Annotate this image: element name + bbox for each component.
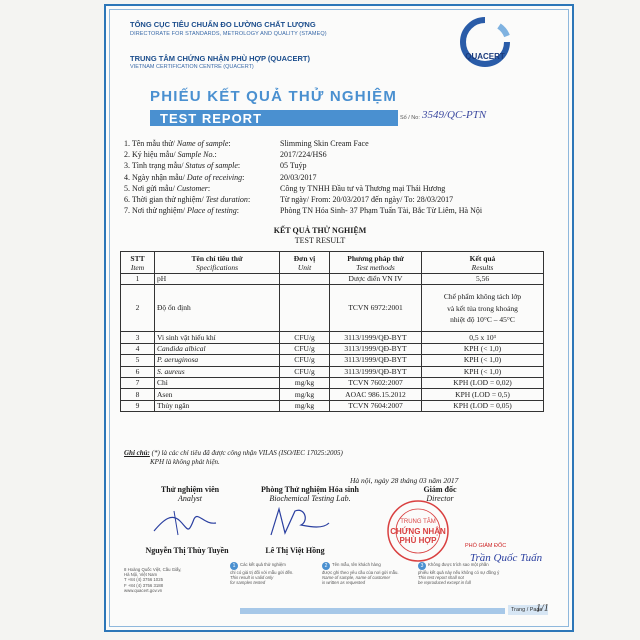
info-value: Slimming Skin Cream Face bbox=[280, 139, 369, 148]
lab-signature bbox=[265, 503, 335, 541]
spec-cell: pH bbox=[155, 274, 280, 285]
info-label: 6. Thời gian thử nghiệm/ Test duration: bbox=[124, 195, 251, 204]
info-value: Từ ngày/ From: 20/03/2017 đến ngày/ To: 28/03/2017 bbox=[280, 195, 454, 204]
info-label: 3. Tình trạng mẫu/ Status of sample: bbox=[124, 161, 241, 171]
method-cell: TCVN 7604:2007 bbox=[330, 400, 422, 411]
spec-cell: P. aeruginosa bbox=[155, 355, 280, 366]
results-body bbox=[121, 274, 544, 412]
centre-name-vn: TRUNG TÂM CHỨNG NHẬN PHÙ HỢP (QUACERT) bbox=[130, 54, 310, 63]
item-cell: 3 bbox=[121, 332, 155, 343]
spec-cell: Độ ổn định bbox=[155, 285, 280, 332]
result-cell: KPH (LOD = 0,02) bbox=[422, 377, 544, 388]
report-number-label: Số / No: bbox=[400, 115, 420, 121]
header-result: Kết quả Results bbox=[422, 252, 544, 274]
method-cell: Dược điển VN IV bbox=[330, 274, 422, 285]
stamp-line-2: CHỨNG NHẬN bbox=[390, 527, 446, 536]
info-value: 2017/224/HS6 bbox=[280, 150, 327, 160]
info-value: Phòng TN Hóa Sinh- 37 Phạm Tuấn Tài, Bắc Từ Liêm, Hà Nội bbox=[280, 206, 483, 216]
header-method: Phương pháp thử Test methods bbox=[330, 252, 422, 274]
unit-cell: CFU/g bbox=[280, 343, 330, 354]
title-vietnamese: PHIẾU KẾT QUẢ THỬ NGHIỆM bbox=[150, 88, 398, 105]
director-title: Giám đốc Director bbox=[423, 485, 457, 503]
unit-cell: CFU/g bbox=[280, 366, 330, 377]
centre-name-en: VIETNAM CERTIFICATION CENTRE (QUACERT) bbox=[130, 64, 254, 70]
table-row bbox=[121, 274, 544, 285]
unit-cell: mg/kg bbox=[280, 389, 330, 400]
table-row bbox=[121, 332, 544, 343]
spec-cell: Candida albical bbox=[155, 343, 280, 354]
result-cell: KPH (< 1,0) bbox=[422, 366, 544, 377]
header-spec: Tên chỉ tiêu thử Specifications bbox=[155, 252, 280, 274]
item-cell: 8 bbox=[121, 389, 155, 400]
footer-note-1: 1 Các kết quả thử nghiệm chỉ có giá trị đối với mẫu gửi đến. This result is valid only for samples tested bbox=[230, 562, 294, 586]
info-row bbox=[124, 195, 454, 205]
footer-note-number: 2 bbox=[322, 562, 330, 570]
unit-cell: CFU/g bbox=[280, 355, 330, 366]
info-row bbox=[124, 172, 317, 183]
table-row bbox=[121, 343, 544, 354]
method-cell: 3113/1999/QĐ-BYT bbox=[330, 332, 422, 343]
stamp-line-3: PHÙ HỢP bbox=[399, 536, 437, 545]
director-signature-name: Trần Quốc Tuấn bbox=[470, 552, 543, 564]
table-row bbox=[121, 366, 544, 377]
result-cell: 5,56 bbox=[422, 274, 544, 285]
unit-cell bbox=[280, 285, 330, 332]
result-cell: 0,5 x 10³ bbox=[422, 332, 544, 343]
info-label: 2. Ký hiệu mẫu/ Sample No.: bbox=[124, 150, 217, 160]
note-line-1: Ghi chú: (*) là các chỉ tiêu đã được công nhận VILAS (ISO/IEC 17025:2005) bbox=[124, 449, 343, 457]
page-label: Trang / Page bbox=[508, 605, 548, 615]
table-row bbox=[121, 400, 544, 411]
results-title-en: TEST RESULT bbox=[294, 236, 346, 245]
result-cell: KPH (LOD = 0,5) bbox=[422, 389, 544, 400]
note-line-2: KPH là không phát hiện. bbox=[150, 458, 220, 466]
analyst-name: Nguyễn Thị Thùy Tuyền bbox=[145, 546, 229, 555]
info-value: 05 Tuýp bbox=[280, 161, 307, 171]
info-label: 1. Tên mẫu thử/ Name of sample: bbox=[124, 139, 231, 148]
method-cell: TCVN 6972:2001 bbox=[330, 285, 422, 332]
table-row bbox=[121, 377, 544, 388]
org-name-en: DIRECTORATE FOR STANDARDS, METROLOGY AND QUALITY (STAMEQ) bbox=[130, 31, 327, 37]
lab-head-name: Lê Thị Việt Hồng bbox=[265, 546, 325, 555]
info-label: 7. Nơi thử nghiệm/ Place of testing: bbox=[124, 206, 240, 216]
footer-address bbox=[124, 567, 181, 593]
header-unit: Đơn vị Unit bbox=[280, 252, 330, 274]
unit-cell: CFU/g bbox=[280, 332, 330, 343]
item-cell: 9 bbox=[121, 400, 155, 411]
item-cell: 6 bbox=[121, 366, 155, 377]
unit-cell: mg/kg bbox=[280, 377, 330, 388]
item-cell: 7 bbox=[121, 377, 155, 388]
item-cell: 5 bbox=[121, 355, 155, 366]
info-value: 20/03/2017 bbox=[280, 172, 317, 182]
spec-cell: Chì bbox=[155, 377, 280, 388]
place-date: Hà nội, ngày 28 tháng 03 năm 2017 bbox=[350, 476, 459, 485]
header-item: STT Item bbox=[121, 252, 155, 274]
method-cell: TCVN 7602:2007 bbox=[330, 377, 422, 388]
stamp-line-1: TRUNG TÂM bbox=[400, 519, 436, 525]
results-table bbox=[120, 251, 544, 412]
footer-note-3: 3 Không được trích sao một phần phiếu kết quả này nếu không có sự đồng ý This test report shall not be reproduced except in full bbox=[418, 562, 500, 586]
item-cell: 1 bbox=[121, 274, 155, 285]
footer-note-number: 3 bbox=[418, 562, 426, 570]
analyst-title: Thử nghiệm viên Analyst bbox=[160, 485, 220, 503]
info-row bbox=[124, 183, 446, 194]
title-english: TEST REPORT bbox=[160, 111, 263, 126]
method-cell: AOAC 986.15.2012 bbox=[330, 389, 422, 400]
address-line: T +84 (4) 3756 1025 bbox=[124, 577, 163, 583]
address-line: 8 Hoàng Quốc Việt, Cầu Giấy, bbox=[124, 567, 182, 572]
result-cell: Chế phẩm không tách lớp và kết tủa trong khoảng nhiệt độ 10°C – 45°C bbox=[422, 285, 544, 332]
footer-note-2: 2 Tên mẫu, tên khách hàng được ghi theo yêu cầu của nơi gửi mẫu. Name of sample, name of customer is written as requested bbox=[322, 562, 399, 586]
info-label: 4. Ngày nhận mẫu/ Date of receiving: bbox=[124, 172, 245, 182]
item-cell: 4 bbox=[121, 343, 155, 354]
table-row bbox=[121, 285, 544, 332]
info-row bbox=[124, 139, 369, 149]
result-cell: KPH (< 1,0) bbox=[422, 343, 544, 354]
table-header-row bbox=[121, 252, 544, 274]
stamp-text bbox=[372, 518, 464, 545]
info-value: Công ty TNHH Đầu tư và Thương mại Thái Hương bbox=[280, 183, 446, 193]
spec-cell: S. aureus bbox=[155, 366, 280, 377]
method-cell: 3113/1999/QĐ-BYT bbox=[330, 355, 422, 366]
unit-cell bbox=[280, 274, 330, 285]
result-cell: KPH (LOD = 0,05) bbox=[422, 400, 544, 411]
info-label: 5. Nơi gửi mẫu/ Customer: bbox=[124, 183, 211, 193]
item-cell: 2 bbox=[121, 285, 155, 332]
lab-title: Phòng Thử nghiệm Hóa sinh Biochemical Testing Lab. bbox=[260, 485, 360, 503]
results-title-vn: KẾT QUẢ THỬ NGHIỆM bbox=[273, 226, 367, 235]
page-number: 1/1 bbox=[536, 603, 549, 614]
info-row bbox=[124, 161, 307, 171]
spec-cell: Vi sinh vật hiếu khí bbox=[155, 332, 280, 343]
address-line: www.quacert.gov.vn bbox=[124, 587, 163, 593]
footer-note-number: 1 bbox=[230, 562, 238, 570]
info-row bbox=[124, 206, 483, 216]
analyst-signature bbox=[150, 505, 220, 541]
spec-cell: Asen bbox=[155, 389, 280, 400]
spec-cell: Thủy ngân bbox=[155, 400, 280, 411]
table-row bbox=[121, 355, 544, 366]
method-cell: 3113/1999/QĐ-BYT bbox=[330, 366, 422, 377]
deputy-director-role: PHÓ GIÁM ĐỐC bbox=[465, 543, 507, 549]
table-row bbox=[121, 389, 544, 400]
org-name-vn: TỔNG CỤC TIÊU CHUẨN ĐO LƯỜNG CHẤT LƯỢNG bbox=[130, 20, 316, 29]
method-cell: 3113/1999/QĐ-BYT bbox=[330, 343, 422, 354]
info-row bbox=[124, 150, 327, 160]
report-number-handwritten: 3549/QC-PTN bbox=[422, 109, 487, 121]
address-line: F +84 (4) 3756 3188 bbox=[124, 582, 164, 588]
logo-text: QUACERT bbox=[465, 52, 505, 61]
unit-cell: mg/kg bbox=[280, 400, 330, 411]
footer-bar bbox=[240, 608, 505, 614]
result-cell: KPH (< 1,0) bbox=[422, 355, 544, 366]
address-line: Hà Nội, Việt Nam bbox=[124, 572, 158, 578]
